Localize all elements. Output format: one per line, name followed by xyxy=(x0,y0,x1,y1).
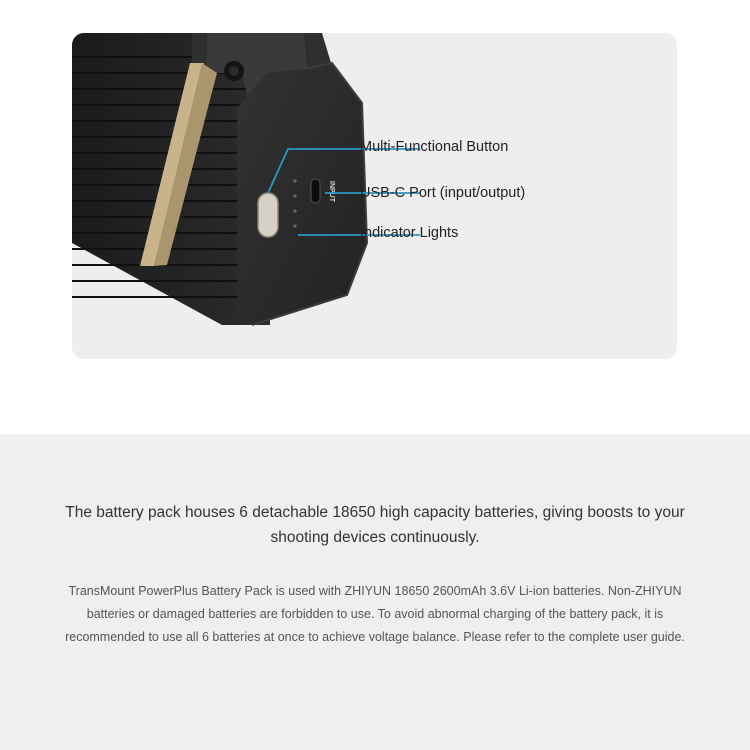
usb-port-label: INPUT xyxy=(328,181,335,202)
multi-function-button[interactable] xyxy=(258,193,278,237)
product-image-panel xyxy=(72,33,677,359)
description-section xyxy=(0,434,750,750)
usb-c-port[interactable] xyxy=(311,179,320,203)
end-cap xyxy=(237,63,367,325)
callout-label-usb: USB-C Port (input/output) xyxy=(360,185,526,201)
callout-label-button: Multi-Functional Button xyxy=(360,139,509,155)
feature-headline: The battery pack houses 6 detachable 18650 high capacity batteries, giving boosts to your shooting devices continuously. xyxy=(65,504,685,546)
callout-label-lights: Indicator Lights xyxy=(360,225,459,241)
battery-notice: TransMount PowerPlus Battery Pack is used with ZHIYUN 18650 2600mAh 3.6V Li-ion batteries. Non-ZHIYUN batteries or damaged batteries are forbidden to use. To avoid abnormal charging of the battery pack, it is recommended to use all 6 batteries at once to achieve voltage balance. Please refer to the complete user guide. xyxy=(65,584,685,644)
